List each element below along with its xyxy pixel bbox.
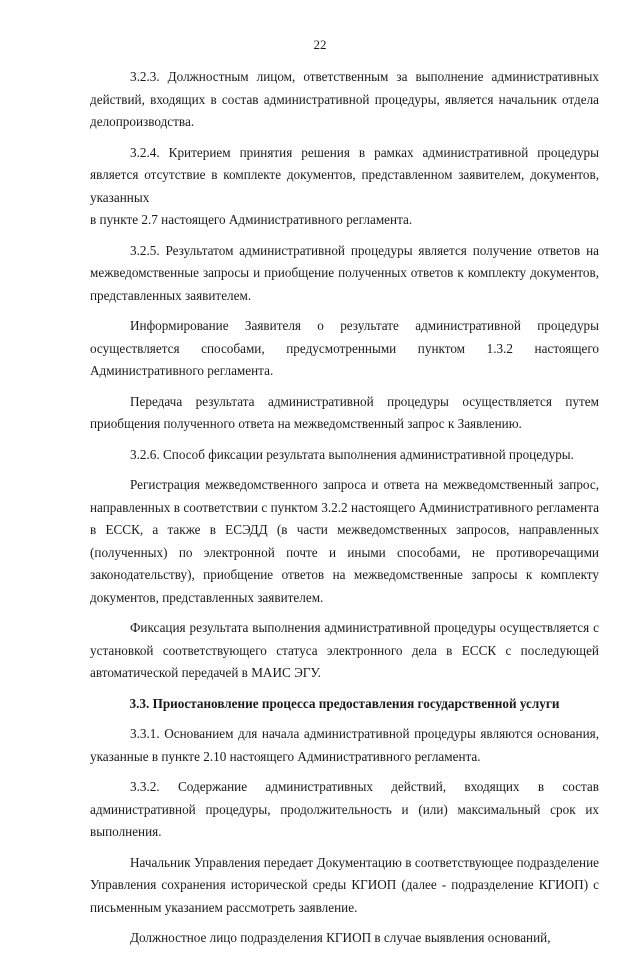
paragraph-3-3-2: 3.3.2. Содержание административных действий, входящих в состав административной процедуры, продолжительность и (или) максимальный срок их выполнения. xyxy=(90,779,599,839)
section-heading-3-3: 3.3. Приостановление процесса предоставления государственной услуги xyxy=(129,695,560,711)
paragraph-3-2-4-part2: в пункте 2.7 настоящего Административного регламента. xyxy=(90,212,413,227)
paragraph-3-2-6: 3.2.6. Способ фиксации результата выполнения административной процедуры. xyxy=(130,446,574,462)
paragraph-3-2-3: 3.2.3. Должностным лицом, ответственным за выполнение административных действий, входящих в состав административной процедуры, является начальник отдела делопроизводства. xyxy=(90,69,599,129)
paragraph-3-2-5: 3.2.5. Результатом административной процедуры является получение ответов на межведомственные запросы и приобщение полученных ответов к комплекту документов, представленных заявителем. xyxy=(90,242,599,303)
paragraph-3-3-1: 3.3.1. Основанием для начала административной процедуры являются основания, указанные в пункте 2.10 настоящего Административного регламента. xyxy=(90,726,599,764)
paragraph-nachalnik: Начальник Управления передает Документацию в соответствующее подразделение Управления сохранения исторической среды КГИОП (далее - подразделение КГИОП) с письменным указанием рассмотреть заявление. xyxy=(90,854,599,915)
paragraph-registraciya: Регистрация межведомственного запроса и ответа на межведомственный запрос, направленных в соответствии с пунктом 3.2.2 настоящего Административного регламента в ЕССК, а также в ЕСЭДД (в части межведомственных запросов, направленных (полученных) по электронной почте и иными способами, не противоречащими законодательству), приобщение ответов на межведомственные запросы к комплекту документов, представленных заявителем. xyxy=(90,477,599,605)
paragraph-dolzhnostnoe: Должностное лицо подразделения КГИОП в случае выявления оснований, xyxy=(130,930,551,945)
document-body xyxy=(90,66,599,958)
page-number: 22 xyxy=(313,37,327,52)
paragraph-3-2-4-part1: 3.2.4. Критерием принятия решения в рамках административной процедуры является отсутствие в комплекте документов, представленном заявителем, документов, указанных xyxy=(90,144,599,205)
paragraph-informirovanie: Информирование Заявителя о результате административной процедуры осуществляется способами, предусмотренными пунктом 1.3.2 настоящего Административного регламента. xyxy=(90,318,599,378)
paragraph-peredacha: Передача результата административной процедуры осуществляется путем приобщения полученного ответа на межведомственный запрос к Заявлению. xyxy=(90,393,599,431)
paragraph-fiksaciya: Фиксация результата выполнения административной процедуры осуществляется с установкой соответствующего статуса электронного дела в ЕССК с последующей автоматической передачей в МАИС ЭГУ. xyxy=(90,620,599,680)
